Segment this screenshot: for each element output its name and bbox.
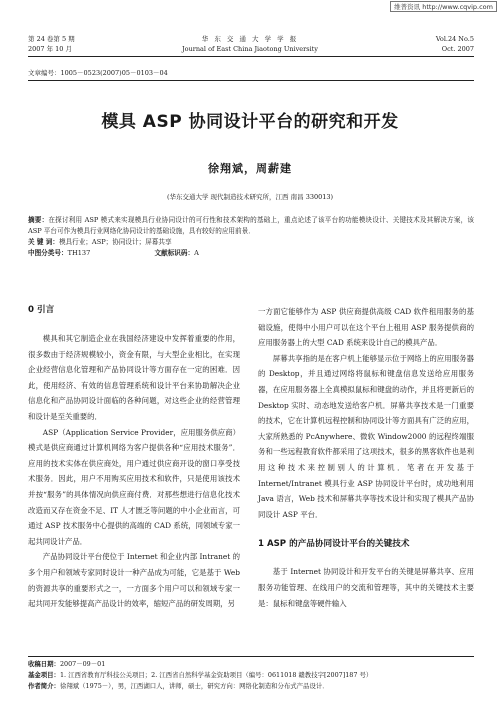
header-right	[436, 34, 474, 54]
section-1-heading: 1 ASP 的产品协同设计平台的关键技术	[258, 539, 410, 550]
volume-issue-cn: 第 24 卷第 5 期	[28, 35, 75, 43]
abstract	[28, 215, 474, 237]
classification	[28, 248, 474, 259]
keywords-text: 模具行业；ASP；协同设计；屏幕共享	[58, 238, 172, 246]
author-bio	[28, 681, 474, 692]
right-column	[258, 304, 474, 611]
date-cn: 2007 年 10 月	[28, 45, 73, 53]
bio-label: 作者简介：	[28, 682, 60, 690]
header-center	[100, 34, 400, 54]
source-watermark-stamp: 维普资讯 http://www.cqvip.com	[390, 1, 497, 12]
footnote-rule	[28, 656, 474, 657]
article-number: 文章编号：1005－0523(2007)05－0103－04	[28, 69, 168, 77]
intro-paragraph-3-continued: 一方面它能够作为 ASP 供应商提供高级 CAD 软件租用服务的基础设施，使得中小用户可以在这个平台上租用 ASP 服务提供商的应用服务器上的大型 CAD 系统来设计自己的模具产品．	[258, 307, 474, 348]
article-number-rule	[28, 80, 474, 81]
clc-code: TH137	[67, 249, 91, 257]
doc-code: A	[194, 249, 199, 257]
journal-name-en: Journal of East China Jiaotong University	[182, 45, 318, 53]
abstract-label: 摘要：	[28, 216, 49, 224]
authors: 徐翔斌，周薪建	[208, 162, 292, 175]
header-rule	[28, 56, 474, 57]
received-label: 收稿日期：	[28, 660, 60, 668]
affiliation: (华东交通大学 现代制造技术研究所，江西 南昌 330013)	[166, 193, 334, 201]
volume-issue-en: Vol.24 No.5	[435, 35, 474, 43]
bio-value: 徐翔斌（1975－），男，江西湖口人，讲师，硕士，研究方向：网络化制造和分布式产品设计．	[59, 682, 329, 690]
intro-paragraph-3: 产品协同设计平台使位于 Internet 和企业内部 Intranet 的多个用户和领域专家同时设计一种产品成为可能，它是基于 Web 的资源共享的重要形式之一，一方面多个用户可以和领域专家一起共同开发能够提高产品设计的效率，缩短产品的研发周期，另	[28, 552, 240, 609]
abstract-block	[28, 215, 474, 259]
keywords-label: 关 键 词：	[28, 238, 59, 246]
date-en: Oct. 2007	[441, 45, 474, 53]
fund-label: 基金项目：	[28, 671, 60, 679]
paper-title: 模具 ASP 协同设计平台的研究和开发	[101, 112, 399, 132]
footnote	[28, 659, 474, 692]
header-left	[28, 34, 75, 54]
received-date	[28, 659, 474, 670]
fund-value: 1. 江西省教育厅科技公关项目；2. 江西省自然科学基金资助项目（编号：0611018 赣教技字[2007]187 号）	[59, 671, 373, 679]
fund-info	[28, 670, 474, 681]
clc-label: 中图分类号：	[28, 249, 68, 257]
abstract-text: 在探讨利用 ASP 模式来实现模具行业协同设计的可行性和技术架构的基础上，重点论述了该平台的功能模块设计、关键技术及其解决方案，该 ASP 平台可作为模具行业网络化协同设计的基础设施，具有较好的应用前景．	[28, 216, 475, 235]
left-column	[28, 304, 240, 612]
section-0-heading: 0 引言	[28, 305, 55, 315]
intro-paragraph-2: ASP（Application Service Provider，应用服务供应商）模式是供应商通过计算机网络为客户提供各种“应用技术服务”．应用的技术实体在供应商处，用户通过供应商开设的窗口享受技术服务．因此，用户不用购买应用技术和软件，只是使用该技术并按“服务”的具体情况向供应商付费．对那些想进行信息化技术改造而又存在资金不足、IT 人才匮乏等问题的中小企业而言，可通过 ASP 技术服务中心提供的高端的 CAD 系统，同领域专家一起共同设计产品．	[28, 427, 240, 546]
keywords	[28, 237, 474, 248]
section-1-paragraph: 基于 Internet 协同设计和开发平台的关键是屏幕共享、应用服务功能管理、在线用户的交流和管理等，其中的关键技术主要是：鼠标和键盘等硬件输入	[258, 567, 474, 608]
intro-paragraph-1: 模具和其它制造企业在我国经济建设中发挥着重要的作用，很多数由于经济规模较小，资金有限，与大型企业相比，在实现企业经营信息化管理和产品协同设计等方面存在一定的困难．因此，使用经济、有效的信息管理系统和设计平台来协助解决企业信息化和产品协同设计面临的各种问题，对这些企业的经营管理和设计是至关重要的．	[28, 334, 240, 421]
journal-name-cn: 华 东 交 通 大 学 学 报	[201, 35, 299, 43]
doc-code-label: 文献标识码：	[154, 249, 195, 257]
received-value: 2007－09－01	[59, 660, 106, 668]
intro-paragraph-4: 屏幕共享指的是在客户机上能够显示位于网络上的应用服务器的 Desktop，并且通过网络将鼠标和键盘信息发送给应用服务器，在应用服务器上全真模拟鼠标和键盘的动作，并且将更新后的 Desktop 实时、动态地发送给客户机．屏幕共享技术是一门重要的技术，它在计算机远程控制和协同设计等方面具有广泛的应用，大家所熟悉的 PcAnywhere、微软 Window2000 的远程终端服务和一些远程教育软件都采用了这项技术，很多的黑客软件也是利用这种技术来控制别人的计算机．笔者在开发基于 Internet/Intranet 模具行业 ASP 协同设计平台时，成功地利用 Java 语言，Web 技术和屏幕共享等技术设计和实现了模具产品协同设计 ASP 平台．	[258, 353, 474, 519]
